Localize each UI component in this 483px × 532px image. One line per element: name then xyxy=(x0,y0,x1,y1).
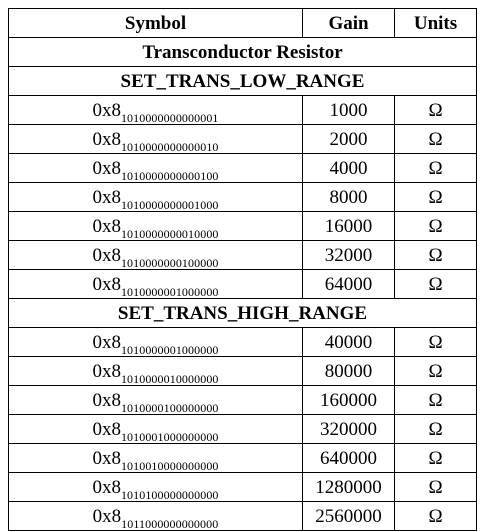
table-row xyxy=(9,444,477,473)
symbol-prefix: 0x8 xyxy=(92,244,121,266)
symbol-subscript: 1011000000000000 xyxy=(121,516,219,531)
symbol-prefix: 0x8 xyxy=(92,418,121,440)
gain-cell: 1280000 xyxy=(303,473,395,502)
symbol-prefix: 0x8 xyxy=(92,157,121,179)
unit-cell: Ω xyxy=(395,241,477,270)
unit-cell: Ω xyxy=(395,444,477,473)
gain-cell: 8000 xyxy=(303,183,395,212)
gain-cell: 2000 xyxy=(303,125,395,154)
gain-cell: 2560000 xyxy=(303,502,395,531)
symbol-prefix: 0x8 xyxy=(92,186,121,208)
table-row xyxy=(9,96,477,125)
symbol-cell xyxy=(9,241,303,270)
gain-cell: 40000 xyxy=(303,328,395,357)
symbol-subscript: 1010000000010000 xyxy=(120,226,219,241)
section-row xyxy=(9,299,477,328)
unit-cell: Ω xyxy=(395,357,477,386)
gain-cell: 16000 xyxy=(303,212,395,241)
unit-cell: Ω xyxy=(395,386,477,415)
symbol-cell xyxy=(9,154,303,183)
symbol-subscript: 1010000000000100 xyxy=(120,168,219,183)
symbol-prefix: 0x8 xyxy=(92,99,121,121)
gain-cell: 80000 xyxy=(303,357,395,386)
table-row xyxy=(9,473,477,502)
unit-cell: Ω xyxy=(395,502,477,531)
table-row xyxy=(9,415,477,444)
unit-cell: Ω xyxy=(395,328,477,357)
table-row xyxy=(9,270,477,299)
table-row xyxy=(9,357,477,386)
symbol-subscript: 1010000100000000 xyxy=(120,400,219,415)
symbol-cell xyxy=(9,212,303,241)
table-row xyxy=(9,183,477,212)
gain-cell: 32000 xyxy=(303,241,395,270)
header-row xyxy=(9,9,477,38)
section-label: SET_TRANS_LOW_RANGE xyxy=(9,67,477,96)
symbol-prefix: 0x8 xyxy=(92,447,121,469)
symbol-subscript: 1010000001000000 xyxy=(120,342,219,357)
unit-cell: Ω xyxy=(395,415,477,444)
table-row xyxy=(9,125,477,154)
gain-cell: 160000 xyxy=(303,386,395,415)
symbol-cell xyxy=(9,125,303,154)
symbol-prefix: 0x8 xyxy=(92,389,121,411)
symbol-cell xyxy=(9,386,303,415)
symbol-cell xyxy=(9,502,303,531)
title-row xyxy=(9,38,477,67)
symbol-prefix: 0x8 xyxy=(92,360,121,382)
symbol-prefix: 0x8 xyxy=(92,128,121,150)
gain-table xyxy=(8,8,477,531)
symbol-cell xyxy=(9,270,303,299)
symbol-subscript: 1010000000000001 xyxy=(120,110,219,125)
symbol-cell xyxy=(9,328,303,357)
header-units: Units xyxy=(395,9,477,38)
gain-cell: 320000 xyxy=(303,415,395,444)
gain-cell: 640000 xyxy=(303,444,395,473)
gain-cell: 4000 xyxy=(303,154,395,183)
section-row xyxy=(9,67,477,96)
symbol-subscript: 1010000001000000 xyxy=(120,284,219,299)
table-row xyxy=(9,241,477,270)
gain-cell: 64000 xyxy=(303,270,395,299)
symbol-subscript: 1010001000000000 xyxy=(120,429,219,444)
symbol-cell xyxy=(9,183,303,212)
symbol-prefix: 0x8 xyxy=(92,273,121,295)
symbol-cell xyxy=(9,96,303,125)
symbol-cell xyxy=(9,473,303,502)
symbol-subscript: 1010000000100000 xyxy=(120,255,219,270)
table-row xyxy=(9,212,477,241)
symbol-subscript: 1010000010000000 xyxy=(120,371,219,386)
table-title: Transconductor Resistor xyxy=(9,38,477,67)
symbol-prefix: 0x8 xyxy=(92,476,121,498)
symbol-prefix: 0x8 xyxy=(92,505,122,527)
symbol-subscript: 1010100000000000 xyxy=(120,487,219,502)
gain-cell: 1000 xyxy=(303,96,395,125)
table-row xyxy=(9,502,477,531)
unit-cell: Ω xyxy=(395,270,477,299)
unit-cell: Ω xyxy=(395,183,477,212)
unit-cell: Ω xyxy=(395,473,477,502)
symbol-prefix: 0x8 xyxy=(92,215,121,237)
table-body xyxy=(9,38,477,531)
symbol-prefix: 0x8 xyxy=(92,331,121,353)
unit-cell: Ω xyxy=(395,96,477,125)
unit-cell: Ω xyxy=(395,212,477,241)
header-symbol: Symbol xyxy=(9,9,303,38)
section-label: SET_TRANS_HIGH_RANGE xyxy=(9,299,477,328)
symbol-cell xyxy=(9,357,303,386)
header-gain: Gain xyxy=(303,9,395,38)
unit-cell: Ω xyxy=(395,154,477,183)
symbol-subscript: 1010000000001000 xyxy=(120,197,219,212)
table-row xyxy=(9,154,477,183)
unit-cell: Ω xyxy=(395,125,477,154)
symbol-cell xyxy=(9,415,303,444)
symbol-subscript: 1010000000000010 xyxy=(120,139,219,154)
symbol-cell xyxy=(9,444,303,473)
symbol-subscript: 1010010000000000 xyxy=(120,458,219,473)
table-row xyxy=(9,328,477,357)
table-row xyxy=(9,386,477,415)
